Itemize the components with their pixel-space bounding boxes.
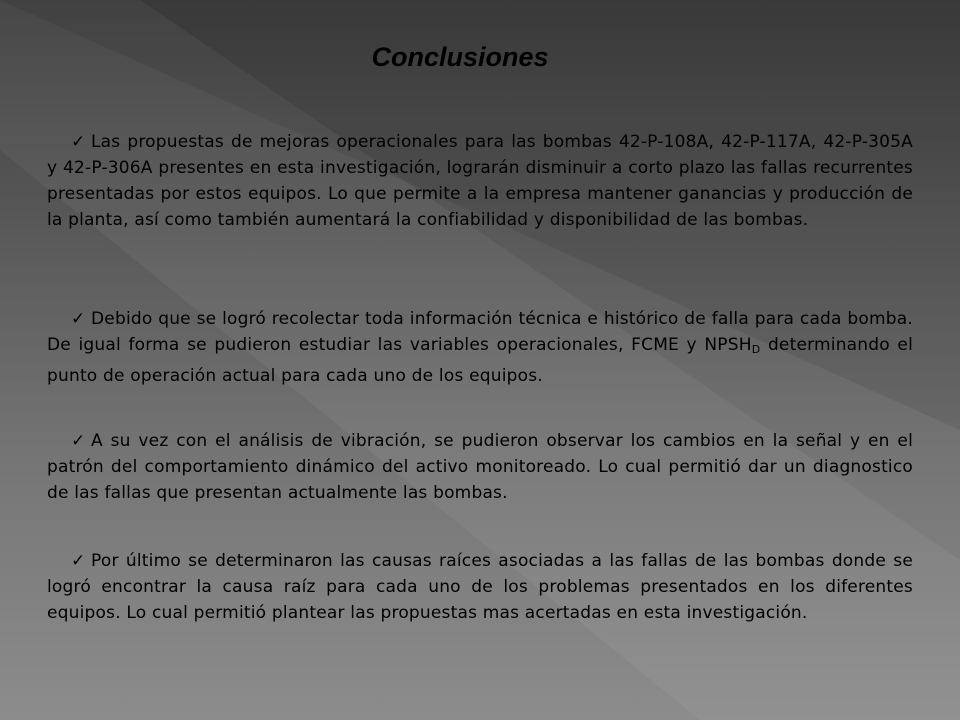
paragraph-1-text: Las propuestas de mejoras operacionales para las bombas 42-P-108A, 42-P-117A, 42-P-305A y 42-P-306A presentes en esta investigación, lograrán disminuir a corto plazo las fallas recurrentes presentadas por estos equipos. Lo que permite a la empresa mantener ganancias y producción de la planta, así como también aumentará la confiabilidad y disponibilidad de las bombas. [47, 132, 913, 230]
paragraph-4-text: Por último se determinaron las causas raíces asociadas a las fallas de las bombas donde se logró encontrar la causa raíz para cada uno de los problemas presentados en los diferentes equipos. Lo cual permitió plantear las propuestas mas acertadas en esta investigación. [47, 551, 913, 623]
conclusion-paragraph-4 [47, 548, 913, 626]
conclusion-paragraph-1 [47, 129, 913, 233]
paragraph-2-text: Debido que se logró recolectar toda información técnica e histórico de falla para cada bomba. De igual forma se pudieron estudiar las variables operacionales, FCME y NPSH [47, 309, 913, 355]
checkmark-icon: ✓ [71, 309, 86, 329]
checkmark-icon: ✓ [71, 431, 86, 451]
paragraph-2-text-end: determinando el punto de operación actual para cada uno de los equipos. [47, 335, 913, 386]
conclusion-paragraph-2 [47, 306, 913, 389]
checkmark-icon: ✓ [71, 132, 86, 152]
slide-title: Conclusiones [371, 42, 549, 72]
npsh-subscript: D [751, 343, 761, 356]
paragraph-3-text: A su vez con el análisis de vibración, se pudieron observar los cambios en la señal y en el patrón del comportamiento dinámico del activo monitoreado. Lo cual permitió dar un diagnostico de las fallas que presentan actualmente las bombas. [47, 431, 913, 503]
checkmark-icon: ✓ [71, 551, 86, 571]
conclusion-paragraph-3 [47, 428, 913, 506]
